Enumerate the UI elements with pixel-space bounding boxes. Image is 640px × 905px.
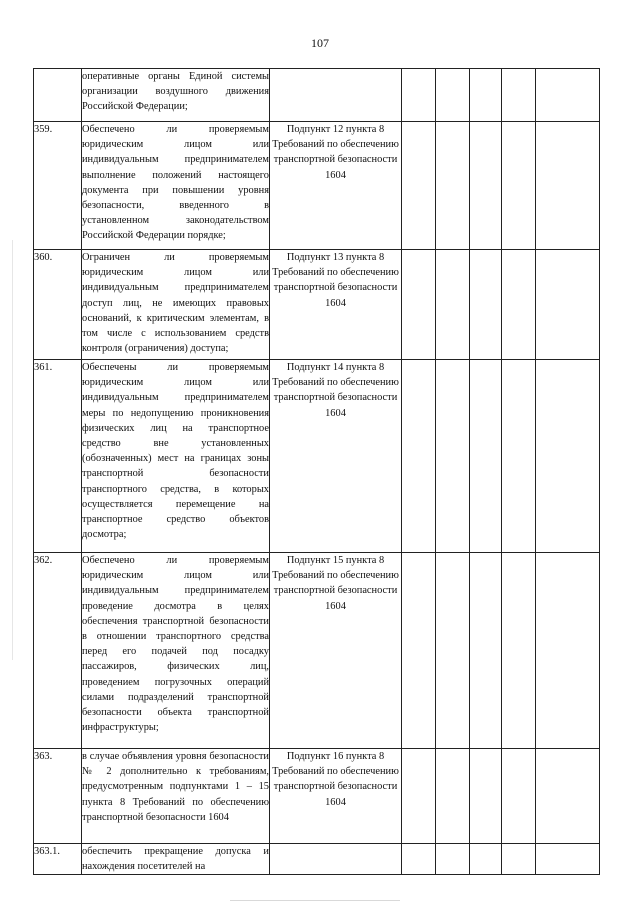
item-number: 360. xyxy=(34,250,82,360)
answer-cell-no[interactable] xyxy=(436,250,470,360)
answer-cell-no[interactable] xyxy=(436,844,470,875)
table-row xyxy=(34,69,600,122)
table-row xyxy=(34,250,600,360)
notes-cell[interactable] xyxy=(536,250,600,360)
notes-cell[interactable] xyxy=(536,360,600,553)
answer-cell-no[interactable] xyxy=(436,553,470,749)
answer-cell-extra[interactable] xyxy=(502,69,536,122)
notes-cell[interactable] xyxy=(536,69,600,122)
table-row xyxy=(34,360,600,553)
answer-cell-extra[interactable] xyxy=(502,122,536,250)
answer-cell-no[interactable] xyxy=(436,69,470,122)
legal-reference: Подпункт 14 пункта 8 Требований по обеспечению транспортной безопасности 1604 xyxy=(270,360,402,553)
requirement-text: Ограничен ли проверяемым юридическим лицом или индивидуальным предпринимателем доступ лиц, не имеющих правовых оснований, к критическим элементам, в том числе с использованием средств контроля (ограничения) доступа; xyxy=(82,250,270,360)
page-number: 107 xyxy=(311,36,329,50)
answer-cell-yes[interactable] xyxy=(402,250,436,360)
answer-cell-na[interactable] xyxy=(470,844,502,875)
requirement-text: оперативные органы Единой системы организации воздушного движения Российской Федерации; xyxy=(82,69,270,122)
requirement-text: Обеспечены ли проверяемым юридическим лицом или индивидуальным предпринимателем меры по недопущению проникновения физических лиц на транспортное средство вне установленных (обозначенных) мест на границах зоны транспортной безопасности транспортного средства, в которых осуществляется перемещение на транспортное средство объектов досмотра; xyxy=(82,360,270,553)
answer-cell-no[interactable] xyxy=(436,749,470,844)
answer-cell-extra[interactable] xyxy=(502,844,536,875)
answer-cell-extra[interactable] xyxy=(502,749,536,844)
answer-cell-extra[interactable] xyxy=(502,250,536,360)
answer-cell-na[interactable] xyxy=(470,553,502,749)
table-row xyxy=(34,749,600,844)
requirement-text: Обеспечено ли проверяемым юридическим лицом или индивидуальным предпринимателем выполнение положений настоящего документа при повышении уровня безопасности, введенного в установленном законодательством Российской Федерации порядке; xyxy=(82,122,270,250)
answer-cell-yes[interactable] xyxy=(402,844,436,875)
requirement-text: в случае объявления уровня безопасности № 2 дополнительно к требованиям, предусмотренным подпунктами 1 – 15 пункта 8 Требований по обеспечению транспортной безопасности 1604 xyxy=(82,749,270,844)
table-row xyxy=(34,844,600,875)
answer-cell-yes[interactable] xyxy=(402,749,436,844)
notes-cell[interactable] xyxy=(536,122,600,250)
checklist-table xyxy=(33,68,600,875)
scan-bottom-line xyxy=(230,900,400,901)
legal-reference: Подпункт 12 пункта 8 Требований по обеспечению транспортной безопасности 1604 xyxy=(270,122,402,250)
requirement-text: обеспечить прекращение допуска и нахождения посетителей на xyxy=(82,844,270,875)
answer-cell-na[interactable] xyxy=(470,122,502,250)
answer-cell-yes[interactable] xyxy=(402,360,436,553)
answer-cell-yes[interactable] xyxy=(402,553,436,749)
scan-margin-line xyxy=(12,240,13,660)
legal-reference: Подпункт 16 пункта 8 Требований по обеспечению транспортной безопасности 1604 xyxy=(270,749,402,844)
item-number xyxy=(34,69,82,122)
item-number: 361. xyxy=(34,360,82,553)
answer-cell-na[interactable] xyxy=(470,749,502,844)
notes-cell[interactable] xyxy=(536,844,600,875)
table-row xyxy=(34,553,600,749)
item-number: 362. xyxy=(34,553,82,749)
item-number: 359. xyxy=(34,122,82,250)
legal-reference: Подпункт 15 пункта 8 Требований по обеспечению транспортной безопасности 1604 xyxy=(270,553,402,749)
answer-cell-na[interactable] xyxy=(470,250,502,360)
notes-cell[interactable] xyxy=(536,749,600,844)
answer-cell-na[interactable] xyxy=(470,360,502,553)
item-number: 363. xyxy=(34,749,82,844)
answer-cell-no[interactable] xyxy=(436,360,470,553)
legal-reference: Подпункт 13 пункта 8 Требований по обеспечению транспортной безопасности 1604 xyxy=(270,250,402,360)
answer-cell-no[interactable] xyxy=(436,122,470,250)
item-number: 363.1. xyxy=(34,844,82,875)
notes-cell[interactable] xyxy=(536,553,600,749)
legal-reference xyxy=(270,844,402,875)
answer-cell-extra[interactable] xyxy=(502,553,536,749)
requirement-text: Обеспечено ли проверяемым юридическим лицом или индивидуальным предпринимателем проведение досмотра в целях обеспечения транспортной безопасности в отношении транспортного средства перед его подачей под посадку пассажиров, физических лиц, проведением погрузочных операций силами подразделений транспортной безопасности объекта транспортной инфраструктуры; xyxy=(82,553,270,749)
legal-reference xyxy=(270,69,402,122)
answer-cell-yes[interactable] xyxy=(402,69,436,122)
answer-cell-yes[interactable] xyxy=(402,122,436,250)
answer-cell-na[interactable] xyxy=(470,69,502,122)
answer-cell-extra[interactable] xyxy=(502,360,536,553)
table-row xyxy=(34,122,600,250)
